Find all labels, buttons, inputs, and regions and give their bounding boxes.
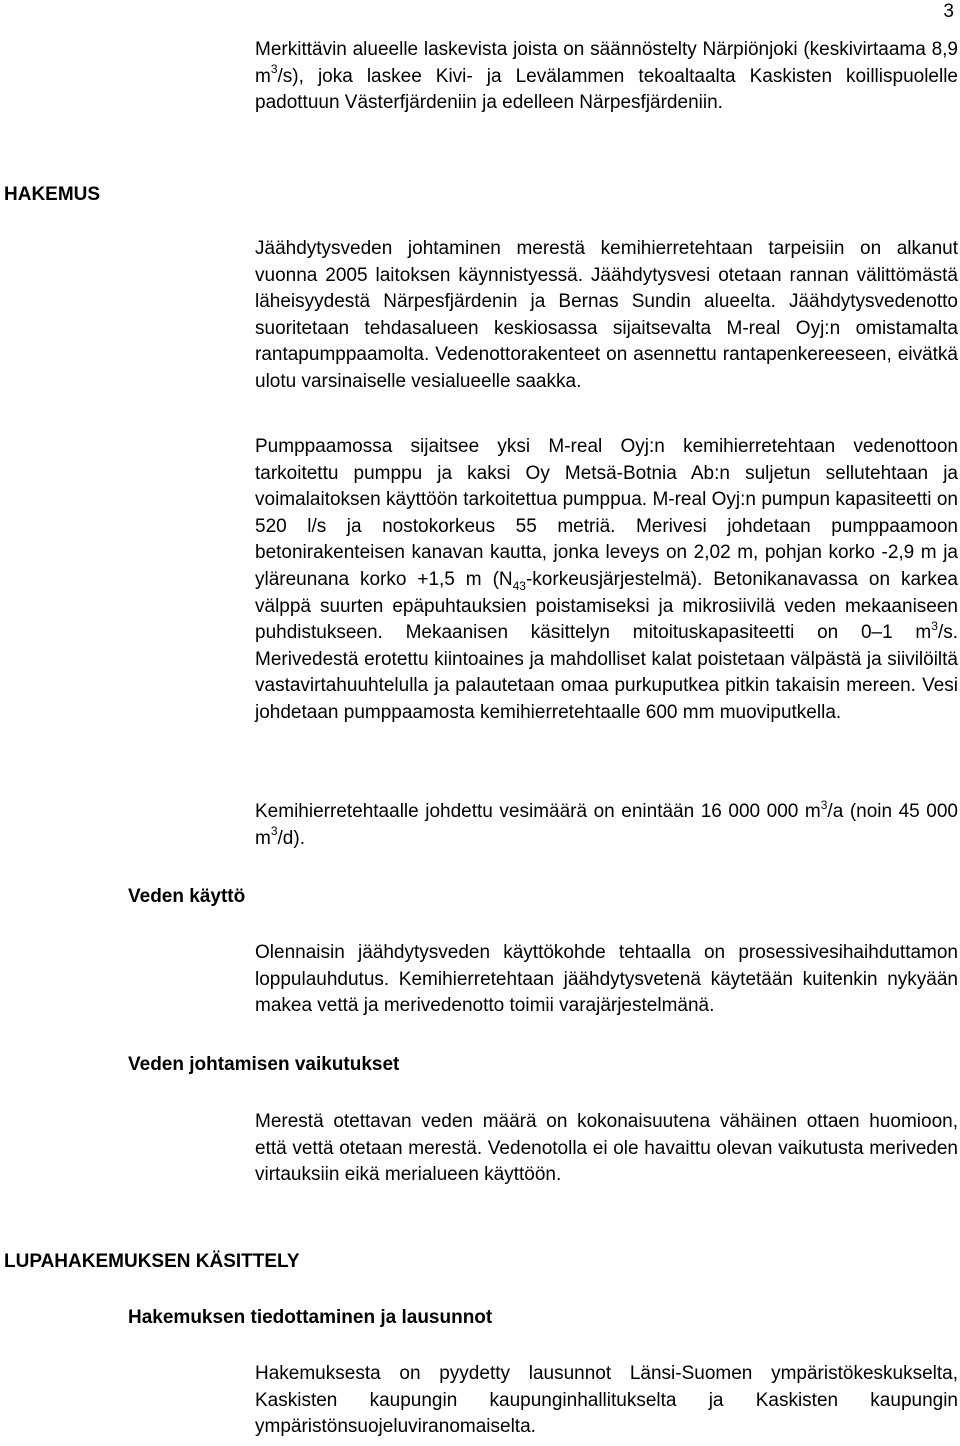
vaikutukset-paragraph: Merestä otettavan veden määrä on kokonaisuutena vähäinen ottaen huomioon, että vettä otetaan merestä. Vedenotolla ei ole havaittu olevan vaikutusta meriveden virtauksiin eikä merialueen käyttöön.: [255, 1111, 958, 1186]
hakemus-p3-superscript-2: 3: [270, 824, 278, 839]
intro-paragraph: [255, 37, 958, 117]
veden-kaytto-paragraph: Olennaisin jäähdytysveden käyttökohde tehtaalla on prosessivesihaihduttamon loppulauhdutus. Kemihierretehtaan jäähdytysvetenä käytetään kuitenkin nykyään makea vettä ja merivedenotto toimii varajärjestelmänä.: [255, 942, 958, 1017]
tiedottaminen-paragraph: Hakemuksesta on pyydetty lausunnot Länsi-Suomen ympäristökeskukselta, Kaskisten kaupungin kaupunginhallitukselta ja Kaskisten kaupungin ympäristönsuojeluviranomaiselta.: [255, 1363, 958, 1438]
section-title-hakemus: HAKEMUS: [4, 184, 101, 205]
intro-superscript: 3: [270, 62, 278, 77]
hakemus-paragraph-2: [255, 434, 958, 727]
page-number: 3: [943, 1, 954, 22]
hakemus-paragraph-1: Jäähdytysveden johtaminen merestä kemihierretehtaan tarpeisiin on alkanut vuonna 2005 laitoksen käynnistyessä. Jäähdytysvesi otetaan rannan välittömästä läheisyydestä Närpesfjärdenin ja Bernas Sundin alueelta. Jäähdytysvedenotto suoritetaan tehdasalueen keskiosassa sijaitsevalta M-real Oyj:n omistamalta rantapumppaamolta. Vedenottorakenteet on asennettu rantapenkereeseen, eivätkä ulotu varsinaiselle vesialueelle saakka.: [255, 238, 958, 392]
hakemus-p2-text-1: Pumppaamossa sijaitsee yksi M-real Oyj:n kemihierretehtaan vedenottoon tarkoitettu pumppu ja kaksi Oy Metsä-Botnia Ab:n suljetun sellutehtaan ja voimalaitoksen käyttöön tarkoitettua pumppua. M-real Oyj:n pumpun kapasiteetti on 520 l/s ja nostokorkeus 55 metriä. Merivesi johdetaan pumppaamoon betonirakenteisen kanavan kautta, jonka leveys on 2,02 m, pohjan korko -2,9 m ja yläreunana korko +1,5 m (N: [255, 436, 958, 590]
section-title-kasittely: LUPAHAKEMUKSEN KÄSITTELY: [4, 1251, 300, 1272]
section-title-tiedottaminen: Hakemuksen tiedottaminen ja lausunnot: [128, 1307, 493, 1328]
hakemus-p2-text-2: -korkeusjärjestelmä). Betonikanavassa on karkea välppä suurten epäpuhtauksien poistamiseksi ja mikrosiivilä veden mekaaniseen puhdistukseen. Mekaanisen käsittelyn mitoituskapasiteetti on 0–1 m: [255, 568, 958, 644]
hakemus-p2-superscript: 3: [931, 618, 938, 633]
hakemus-p3-superscript-1: 3: [820, 797, 828, 812]
hakemus-p2-subscript: 43: [512, 578, 526, 593]
hakemus-p2-text-3: /s. Merivedestä erotettu kiintoaines ja mahdolliset kalat poistetaan välpästä ja siivilöiltä vastavirtahuuhtelulla ja palautetaan omaa purkuputkea pitkin takaisin mereen. Vesi johdetaan pumppaamosta kemihierretehtaalle 600 mm muoviputkella.: [255, 622, 958, 723]
section-title-veden-kaytto: Veden käyttö: [128, 886, 246, 907]
hakemus-paragraph-3: [255, 799, 958, 852]
hakemus-p3-text-3: /d).: [277, 827, 305, 849]
intro-text-2: /s), joka laskee Kivi- ja Levälammen tekoaltaalta Kaskisten koillispuolelle padottuun Västerfjärdeniin ja edelleen Närpesfjärdeniin.: [255, 65, 958, 114]
hakemus-p3-text-2: /a (noin 45 000 m: [255, 801, 958, 849]
hakemus-p3-text-1: Kemihierretehtaalle johdettu vesimäärä on enintään 16 000 000 m: [255, 801, 821, 822]
section-title-vaikutukset: Veden johtamisen vaikutukset: [128, 1054, 400, 1075]
intro-text-1: Merkittävin alueelle laskevista joista on säännöstelty Närpiönjoki (keskivirtaama 8,9 m: [255, 39, 958, 87]
